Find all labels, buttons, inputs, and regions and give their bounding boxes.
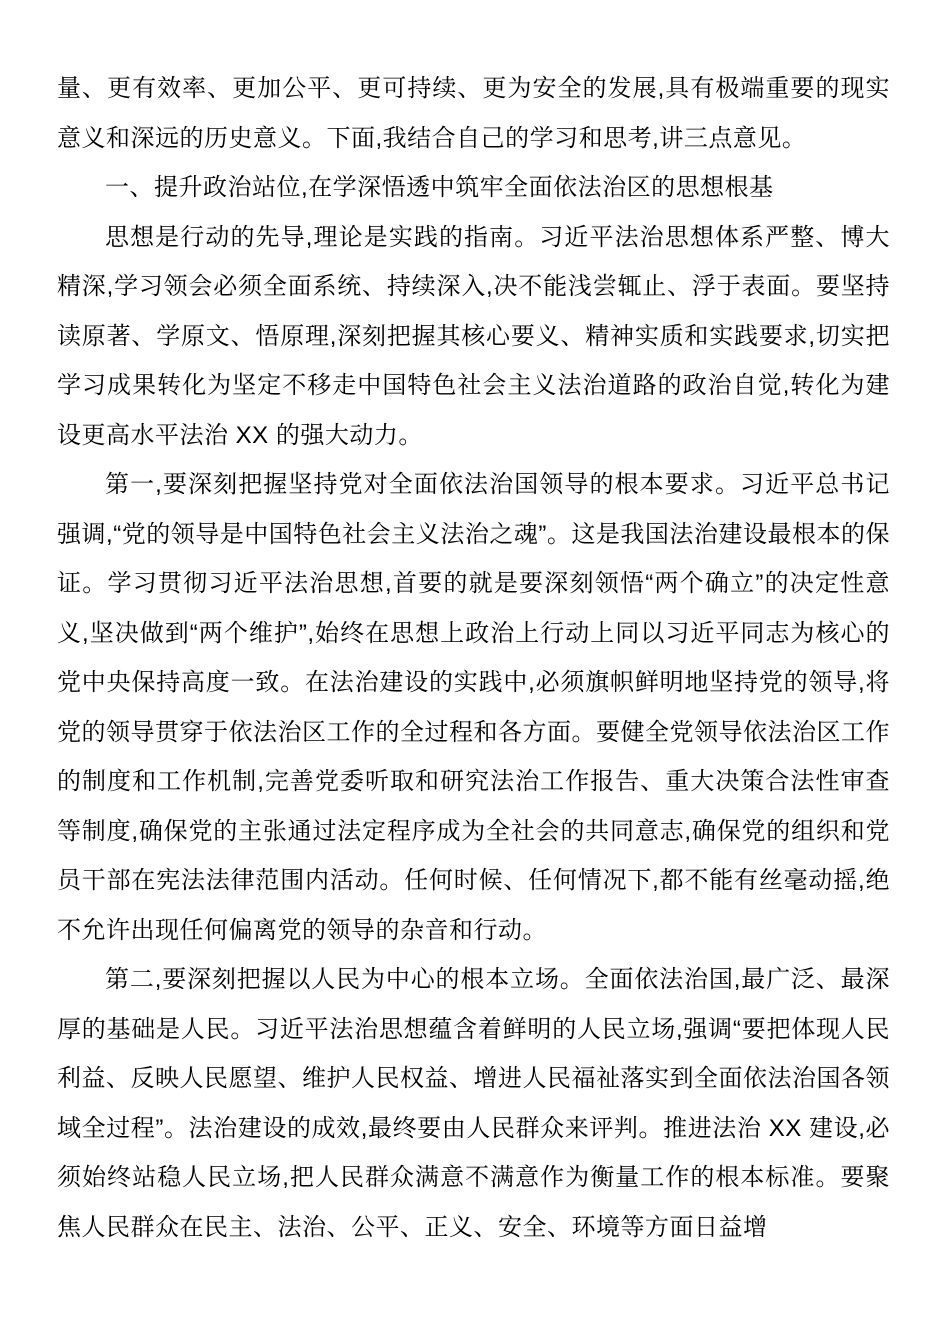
document-text-block — [57, 64, 890, 1252]
paragraph-study-guidance: 思想是行动的先导,理论是实践的指南。习近平法治思想体系严整、博大精深,学习领会必须全面系统、持续深入,决不能浅尝辄止、浮于表面。要坚持读原著、学原文、悟原理,深刻把握其核心要义、精神实质和实践要求,切实把学习成果转化为坚定不移走中国特色社会主义法治道路的政治自觉,转化为建设更高水平法治 XX 的强大动力。 — [57, 223, 890, 449]
paragraph-point-one-party-leadership: 第一,要深刻把握坚持党对全面依法治国领导的根本要求。习近平总书记强调,“党的领导是中国特色社会主义法治之魂”。这是我国法治建设最根本的保证。学习贯彻习近平法治思想,首要的就是要深刻领悟“两个确立”的决定性意义,坚决做到“两个维护”,始终在思想上政治上行动上同以习近平同志为核心的党中央保持高度一致。在法治建设的实践中,必须旗帜鲜明地坚持党的领导,将党的领导贯穿于依法治区工作的全过程和各方面。要健全党领导依法治区工作的制度和工作机制,完善党委听取和研究法治工作报告、重大决策合法性审查等制度,确保党的主张通过法定程序成为全社会的共同意志,确保党的组织和党员干部在宪法法律范围内活动。任何时候、任何情况下,都不能有丝毫动摇,绝不允许出现任何偏离党的领导的杂音和行动。 — [57, 471, 890, 944]
paragraph-continuation: 量、更有效率、更加公平、更可持续、更为安全的发展,具有极端重要的现实意义和深远的历史意义。下面,我结合自己的学习和思考,讲三点意见。 — [57, 75, 890, 152]
section-heading-1: 一、提升政治站位,在学深悟透中筑牢全面依法治区的思想根基 — [105, 174, 774, 201]
paragraph-point-two-people-centered: 第二,要深刻把握以人民为中心的根本立场。全面依法治国,最广泛、最深厚的基础是人民。习近平法治思想蕴含着鲜明的人民立场,强调“要把体现人民利益、反映人民愿望、维护人民权益、增进人民福祉落实到全面依法治国各领域全过程”。法治建设的成效,最终要由人民群众来评判。推进法治 XX 建设,必须始终站稳人民立场,把人民群众满意不满意作为衡量工作的根本标准。要聚焦人民群众在民主、法治、公平、正义、安全、环境等方面日益增 — [57, 966, 890, 1241]
